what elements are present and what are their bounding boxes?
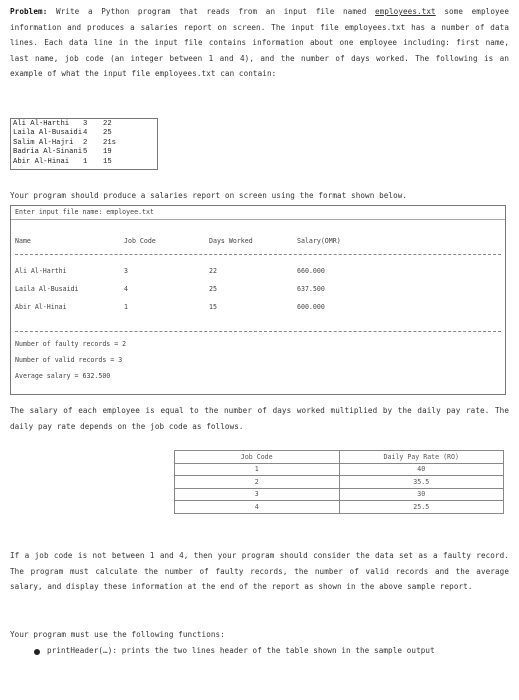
input-file-line <box>13 148 155 157</box>
input-name: Salim Al-Hajri <box>13 138 74 147</box>
header-job-code: Job Code <box>124 237 156 245</box>
pay-rate-row <box>175 463 504 476</box>
input-name: Badria Al-Sinani <box>13 148 83 157</box>
rate-job-code: 2 <box>175 476 340 489</box>
rate-header-daily-pay: Daily Pay Rate (RO) <box>339 451 504 464</box>
header-days-worked: Days Worked <box>209 237 253 245</box>
input-file-line <box>13 120 155 129</box>
rate-job-code: 4 <box>175 501 340 514</box>
problem-text-b: some employee information and produces a salaries report on screen. The input file employees.txt has a number of data lines. Each data line in the input file contains information about one employee including: first name, last name, job code (an integer between 1 and 4), and the number of days worked. The following is an example of what the input file employees.txt can contain: <box>10 7 510 78</box>
report-days: 15 <box>209 303 217 311</box>
report-row <box>11 266 505 276</box>
faulty-count: Number of faulty records = 2 <box>15 340 127 348</box>
report-job-code: 3 <box>124 267 128 275</box>
report-job-code: 4 <box>124 285 128 293</box>
problem-text-a: Write a Python program that reads from an input file named <box>47 7 375 16</box>
prompt-divider <box>11 219 505 220</box>
pay-rate-row <box>175 501 504 514</box>
rate-value: 25.5 <box>339 501 504 514</box>
sample-report-box <box>10 205 506 395</box>
input-name: Ali Al-Harthi <box>13 120 70 128</box>
function-name: printHeader(…): <box>47 646 118 655</box>
input-job-code: 4 <box>83 129 88 138</box>
input-job-code: 1 <box>83 157 88 166</box>
problem-paragraph <box>10 4 509 82</box>
rate-value: 40 <box>339 463 504 476</box>
rate-value: 35.5 <box>339 476 504 489</box>
input-name: Laila Al-Busaidi <box>13 129 83 138</box>
pay-rate-body <box>175 463 504 513</box>
footer-dash-line <box>15 331 501 332</box>
header-salary: Salary(OMR) <box>297 237 341 245</box>
filename-link: employees.txt <box>374 7 436 16</box>
report-header-row <box>11 236 505 246</box>
header-dash-line <box>15 254 501 255</box>
pay-rate-row <box>175 476 504 489</box>
input-file-line <box>13 139 155 148</box>
problem-label: Problem: <box>10 7 48 16</box>
valid-count: Number of valid records = 3 <box>15 356 123 364</box>
header-name: Name <box>15 237 31 245</box>
report-salary: 660.000 <box>297 267 325 275</box>
salary-paragraph: The salary of each employee is equal to the number of days worked multiplied by the daily pay rate. The daily pay rate depends on the job code as follows. <box>10 406 509 431</box>
pay-rate-table <box>174 450 504 514</box>
bullet-dot <box>34 649 40 655</box>
rate-job-code: 3 <box>175 488 340 501</box>
rate-header-job-code: Job Code <box>175 451 340 464</box>
rate-value: 30 <box>339 488 504 501</box>
faulty-paragraph: If a job code is not between 1 and 4, then your program should consider the data set as a faulty record. The program must calculate the number of faulty records, the number of valid records and the average salary, and display these information at the end of the report as shown in the above sample report. <box>10 551 509 591</box>
report-name: Abir Al-Hinai <box>15 303 67 311</box>
function-desc: prints the two lines header of the table shown in the sample output <box>117 646 435 655</box>
input-file-line <box>13 158 155 167</box>
input-days: 21s <box>103 138 116 147</box>
input-file-box <box>10 118 158 170</box>
input-file-rows <box>13 120 155 167</box>
input-job-code: 3 <box>83 120 88 128</box>
input-job-code: 5 <box>83 148 88 157</box>
report-salary: 600.000 <box>297 303 325 311</box>
report-name: Laila Al-Busaidi <box>15 285 79 293</box>
pay-rate-header-row <box>175 451 504 464</box>
functions-intro: Your program must use the following functions: <box>10 630 225 639</box>
input-file-line <box>13 129 155 138</box>
input-job-code: 2 <box>83 138 88 147</box>
input-days: 15 <box>103 157 112 166</box>
report-row <box>11 302 505 312</box>
input-days: 25 <box>103 129 112 138</box>
input-days: 22 <box>103 120 112 128</box>
pay-rate-row <box>175 488 504 501</box>
input-days: 19 <box>103 148 112 157</box>
report-prompt: Enter input file name: employee.txt <box>15 208 154 216</box>
report-salary: 637.500 <box>297 285 325 293</box>
bullet-item <box>47 643 509 659</box>
report-days: 25 <box>209 285 217 293</box>
report-name: Ali Al-Harthi <box>15 267 67 275</box>
input-name: Abir Al-Hinai <box>13 157 70 166</box>
report-row <box>11 284 505 294</box>
rate-job-code: 1 <box>175 463 340 476</box>
report-days: 22 <box>209 267 217 275</box>
report-job-code: 1 <box>124 303 128 311</box>
average-salary: Average salary = 632.500 <box>15 372 111 380</box>
report-intro: Your program should produce a salaries report on screen using the format shown below. <box>10 191 408 200</box>
